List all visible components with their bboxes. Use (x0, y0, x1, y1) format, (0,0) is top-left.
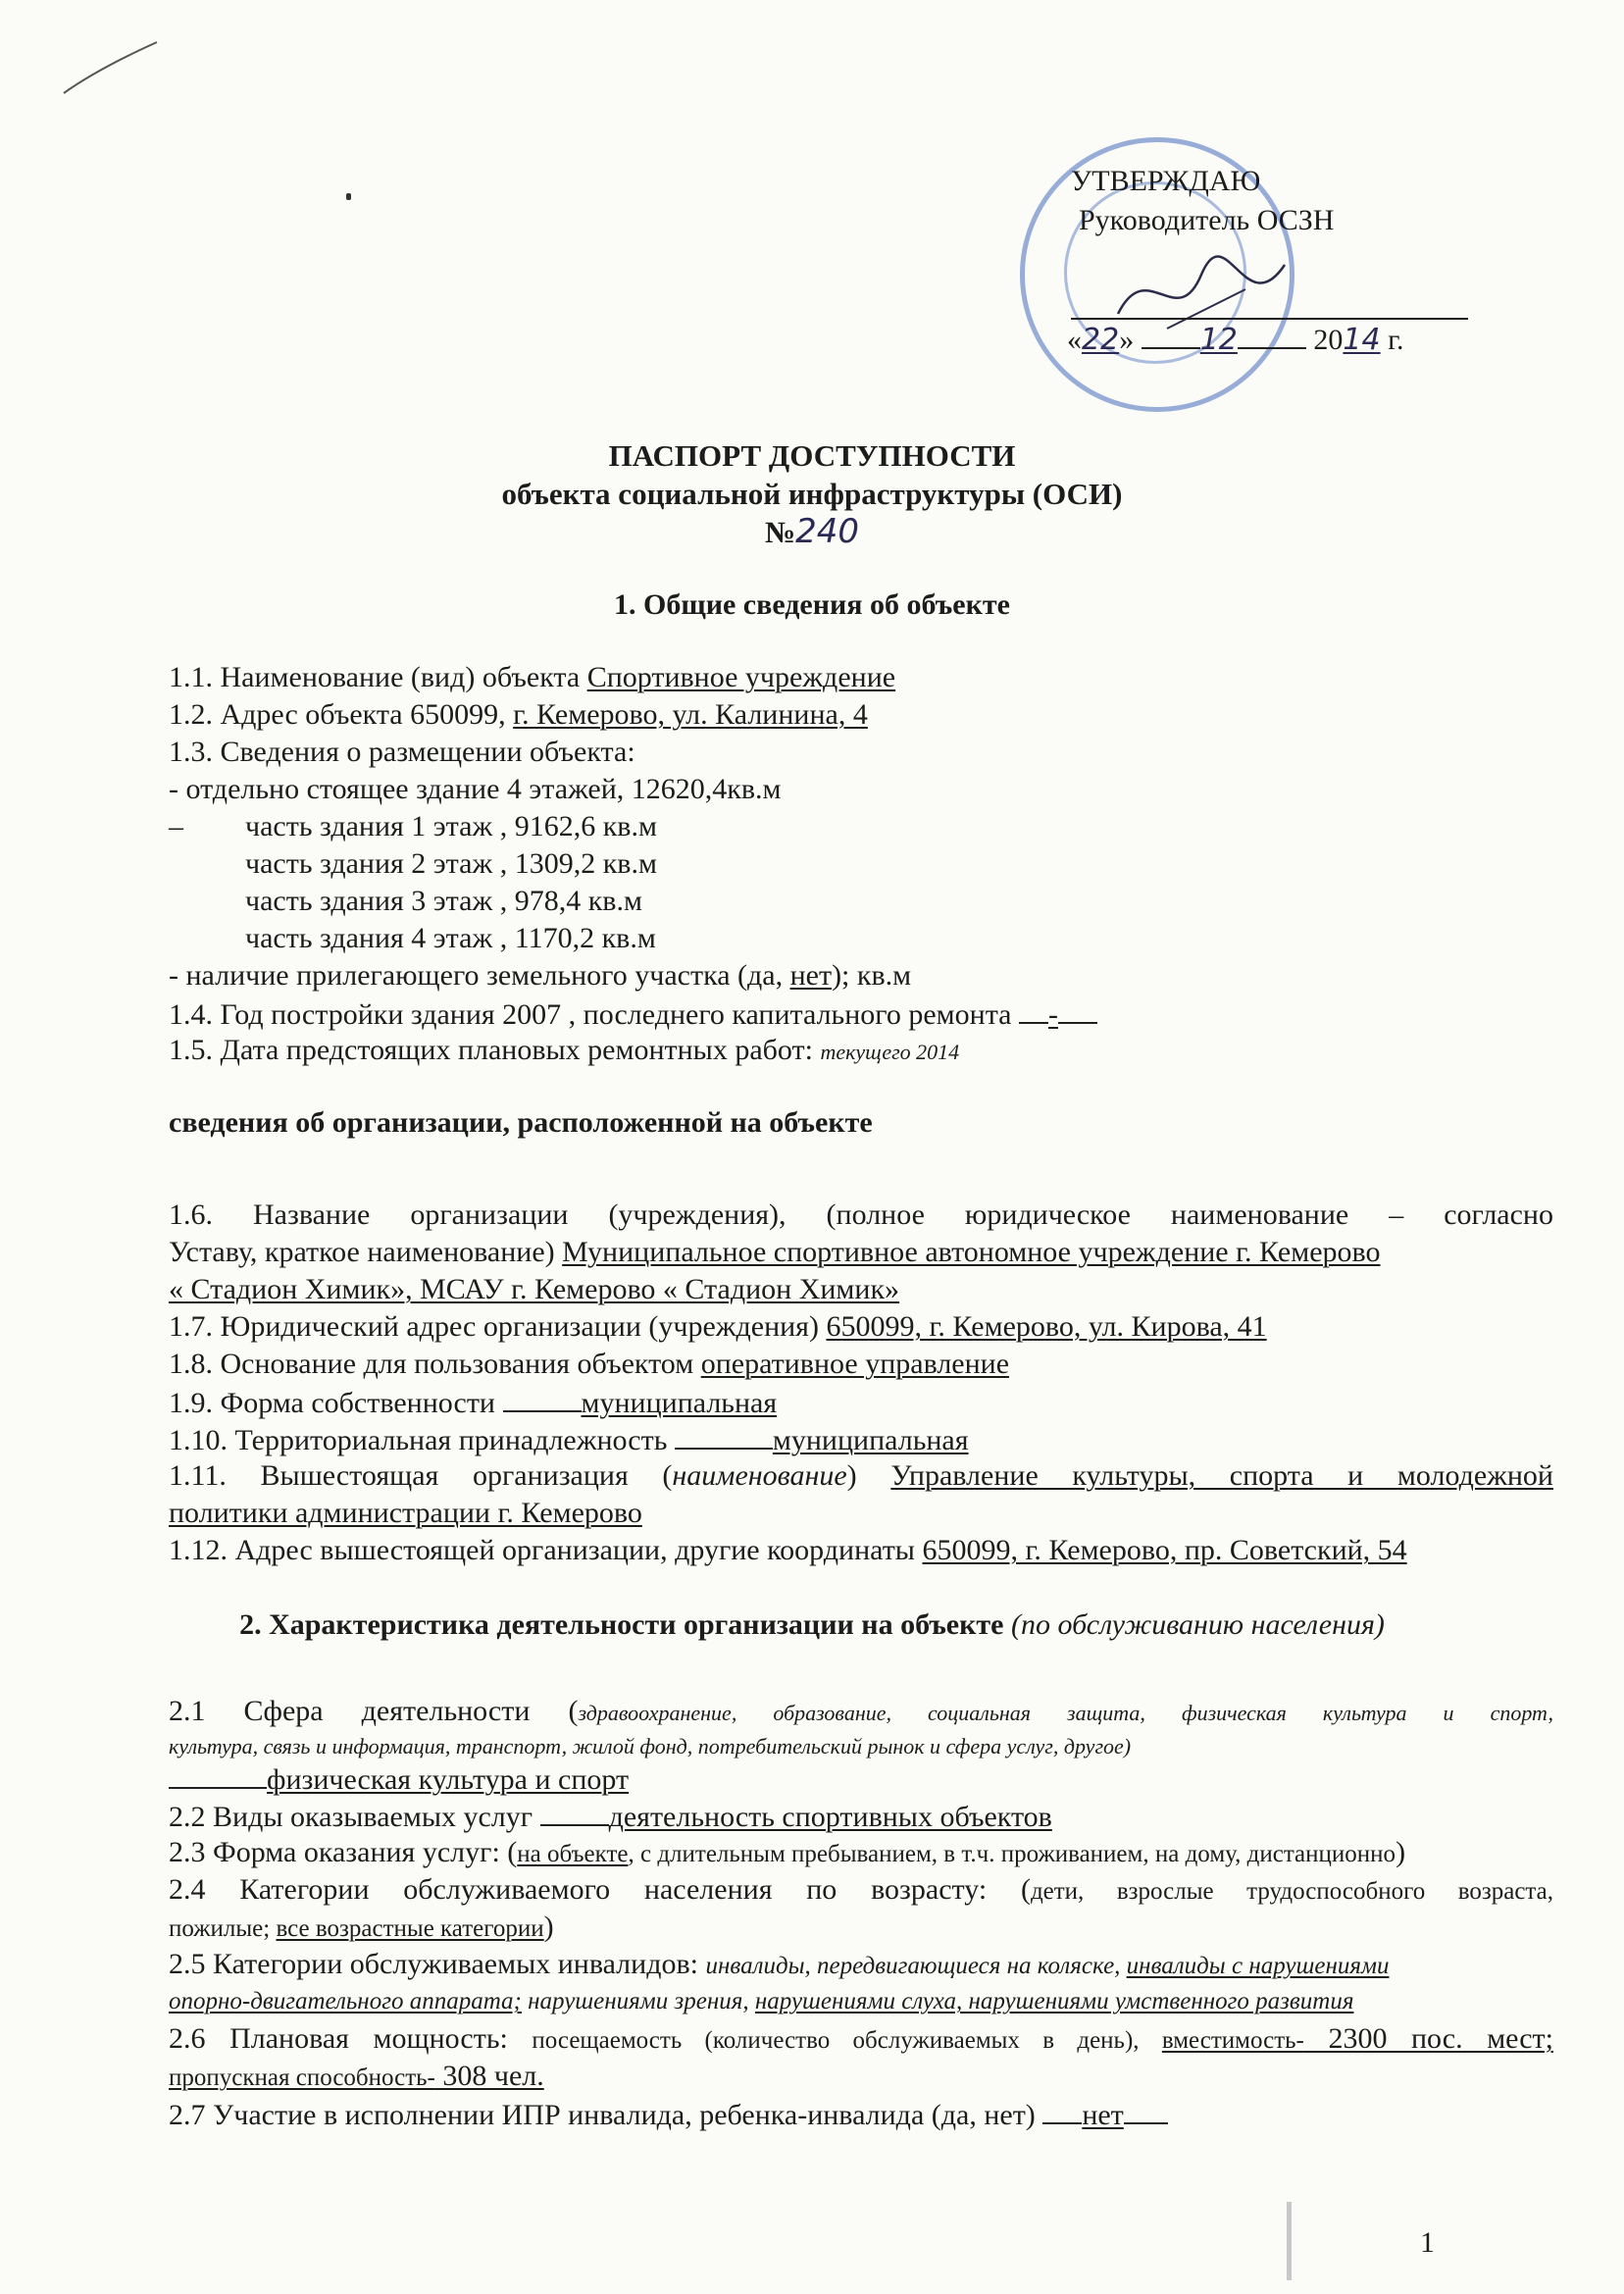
item-1-12 (169, 1534, 1407, 1567)
item-1-4-label: 1.4. Год постройки здания 2007 , последнего капитального ремонта (169, 998, 1019, 1031)
item-2-5-options-vision: нарушениями зрения, (521, 1988, 755, 2014)
item-1-7 (169, 1310, 1267, 1344)
item-2-1-line-2: культура, связь и информация, транспорт, жилой фонд, потребительский рынок и сфера услуг, другое) (169, 1734, 1132, 1759)
approval-date-day: 22 (1082, 323, 1120, 357)
item-2-5-value-2: нарушениями слуха, нарушениями умственного развития (754, 1988, 1354, 2014)
item-2-1-value: физическая культура и спорт (267, 1763, 630, 1796)
item-2-4-line-1 (169, 1873, 1553, 1909)
item-2-6-throughput-label: пропускная способность- (169, 2065, 435, 2091)
section-2-title-text: 2. Характеристика деятельности организации на объекте (239, 1608, 1011, 1641)
document-number (0, 512, 1624, 551)
item-1-4 (169, 996, 1097, 1032)
item-1-5 (169, 1034, 959, 1069)
item-1-3: 1.3. Сведения о размещении объекта: (169, 736, 635, 768)
floor-2-info: часть здания 2 этаж , 1309,2 кв.м (245, 847, 657, 880)
approval-date: «22» 12 2014 г. (1067, 323, 1404, 357)
item-2-3 (169, 1836, 1405, 1871)
item-1-8-value: оперативное управление (700, 1348, 1010, 1380)
item-2-3-value: на объекте (517, 1841, 629, 1867)
approval-date-suffix: г. (1388, 324, 1404, 356)
item-1-12-label: 1.12. Адрес вышестоящей организации, другие координаты (169, 1534, 923, 1566)
item-2-4-line-2 (169, 1911, 554, 1946)
page-number: 1 (1420, 2226, 1435, 2259)
item-1-11-line-1 (169, 1459, 1553, 1493)
document-number-value: 240 (795, 512, 860, 551)
dot-mark (346, 193, 351, 200)
item-1-6-label: Уставу, краткое наименование) (169, 1236, 563, 1268)
item-2-5-label: 2.5 Категории обслуживаемых инвалидов: (169, 1948, 706, 1980)
approval-date-year-prefix: 20 (1313, 324, 1344, 356)
item-1-10-value: муниципальная (772, 1424, 969, 1456)
land-plot-info (169, 959, 911, 993)
item-1-7-label: 1.7. Юридический адрес организации (учреждения) (169, 1310, 827, 1343)
item-1-4-value: - (1048, 998, 1058, 1031)
approval-title: УТВЕРЖДАЮ (1071, 165, 1261, 197)
item-1-6-line-3: « Стадион Химик», МСАУ г. Кемерово « Стадион Химик» (169, 1273, 900, 1305)
item-1-8-label: 1.8. Основание для пользования объектом (169, 1348, 701, 1380)
item-1-1-value: Спортивное учреждение (586, 661, 896, 693)
approval-position: Руководитель ОСЗН (1079, 204, 1335, 236)
building-info: - отдельно стоящее здание 4 этажей, 12620,4кв.м (169, 773, 782, 805)
item-2-6-capacity-value: 2300 пос. мест; (1303, 2022, 1553, 2055)
item-2-6-line-1 (169, 2022, 1553, 2058)
item-2-5-line-1 (169, 1948, 1389, 1983)
item-2-6-capacity-label: вместимость- (1161, 2027, 1304, 2054)
item-1-1-label: 1.1. Наименование (вид) объекта (169, 661, 587, 693)
item-2-2 (169, 1799, 1052, 1834)
floor-1-info: часть здания 1 этаж , 9162,6 кв.м (245, 810, 657, 842)
item-1-11-hint: наименование (672, 1459, 847, 1492)
item-1-11-value: Управление культуры, спорта и молодежной (890, 1459, 1553, 1492)
item-2-4-options-end: пожилые; (169, 1915, 277, 1942)
item-1-11-close: ) (846, 1459, 891, 1492)
item-1-6-line-1: 1.6. Название организации (учреждения), (полное юридическое наименование – согласно (169, 1198, 1553, 1231)
item-1-11-label: 1.11. Вышестоящая организация ( (169, 1459, 673, 1492)
pen-stroke-mark (59, 34, 167, 103)
item-2-5-options: инвалиды, передвигающиеся на коляске, (705, 1953, 1127, 1979)
section-2-title-note: (по обслуживанию населения) (1010, 1608, 1385, 1641)
item-1-12-value: 650099, г. Кемерово, пр. Советский, 54 (922, 1534, 1407, 1566)
item-2-2-label: 2.2 Виды оказываемых услуг (169, 1801, 540, 1833)
item-2-3-options: , с длительным пребыванием, в т.ч. проживанием, на дому, дистанционно (628, 1841, 1396, 1867)
item-1-9 (169, 1385, 777, 1420)
item-1-9-label: 1.9. Форма собственности (169, 1387, 503, 1419)
document-title: ПАСПОРТ ДОСТУПНОСТИ (608, 438, 1016, 473)
item-1-6-line-2 (169, 1236, 1381, 1269)
section-1-title: 1. Общие сведения об объекте (614, 588, 1010, 621)
item-1-11-line-2: политики администрации г. Кемерово (169, 1497, 642, 1529)
item-2-3-label: 2.3 Форма оказания услуг: ( (169, 1836, 518, 1868)
item-1-6-value: Муниципальное спортивное автономное учреждение г. Кемерово (562, 1236, 1381, 1268)
floor-dash: – (169, 810, 183, 842)
approval-date-year: 14 (1343, 323, 1381, 357)
org-section-title: сведения об организации, расположенной на объекте (169, 1106, 873, 1139)
floor-3-info: часть здания 3 этаж , 978,4 кв.м (245, 885, 642, 917)
item-2-5-value-1: инвалиды с нарушениями (1126, 1953, 1390, 1979)
item-2-1-options: здравоохранение, образование, социальная защита, физическая культура и спорт, (578, 1701, 1553, 1725)
land-plot-label: - наличие прилегающего земельного участка (да, (169, 959, 790, 992)
item-2-1-line-1 (169, 1695, 1553, 1730)
item-1-2-value: г. Кемерово, ул. Калинина, 4 (513, 698, 868, 731)
item-2-1-label: 2.1 Сфера деятельности ( (169, 1695, 579, 1727)
item-2-4-label: 2.4 Категории обслуживаемого населения по возрасту: ( (169, 1873, 1031, 1906)
item-2-5-value-1-cont: опорно-двигательного аппарата; (169, 1988, 522, 2014)
item-1-8 (169, 1348, 1009, 1381)
page-edge-mark (1287, 2202, 1292, 2280)
item-2-7-value: нет (1082, 2099, 1124, 2131)
item-2-5-line-2 (169, 1985, 1353, 2018)
item-2-4-close: ) (543, 1911, 554, 1943)
signature-line (1071, 292, 1468, 320)
item-2-7 (169, 2097, 1168, 2132)
approval-date-month: 12 (1199, 323, 1238, 357)
item-1-2 (169, 698, 868, 732)
item-1-1 (169, 661, 895, 694)
item-2-4-options: дети, взрослые трудоспособного возраста, (1030, 1878, 1553, 1905)
land-plot-unit: ); кв.м (832, 959, 912, 992)
item-2-6-line-2 (169, 2060, 544, 2095)
item-2-1-answer (169, 1761, 629, 1797)
item-1-10-label: 1.10. Территориальная принадлежность (169, 1424, 675, 1456)
land-plot-answer: нет (789, 959, 833, 992)
item-1-9-value: муниципальная (581, 1387, 778, 1419)
item-2-6-options: посещаемость (количество обслуживаемых в день), (532, 2027, 1162, 2054)
item-2-4-value: все возрастные категории (276, 1915, 544, 1942)
document-number-label: № (764, 515, 796, 549)
floor-4-info: часть здания 4 этаж , 1170,2 кв.м (245, 922, 656, 954)
item-2-6-throughput-value: 308 чел. (434, 2060, 544, 2092)
item-1-10 (169, 1422, 969, 1457)
document-subtitle: объекта социальной инфраструктуры (ОСИ) (501, 477, 1123, 511)
item-2-3-close: ) (1396, 1836, 1406, 1868)
item-1-2-label: 1.2. Адрес объекта 650099, (169, 698, 514, 731)
item-2-6-label: 2.6 Плановая мощность: (169, 2022, 533, 2055)
item-1-7-value: 650099, г. Кемерово, ул. Кирова, 41 (826, 1310, 1267, 1343)
item-2-2-value: деятельность спортивных объектов (608, 1801, 1052, 1833)
item-2-7-label: 2.7 Участие в исполнении ИПР инвалида, ребенка-инвалида (да, нет) (169, 2099, 1043, 2131)
item-1-5-value: текущего 2014 (820, 1040, 960, 1064)
section-2-title (0, 1608, 1624, 1642)
item-1-5-label: 1.5. Дата предстоящих плановых ремонтных работ: (169, 1034, 821, 1066)
